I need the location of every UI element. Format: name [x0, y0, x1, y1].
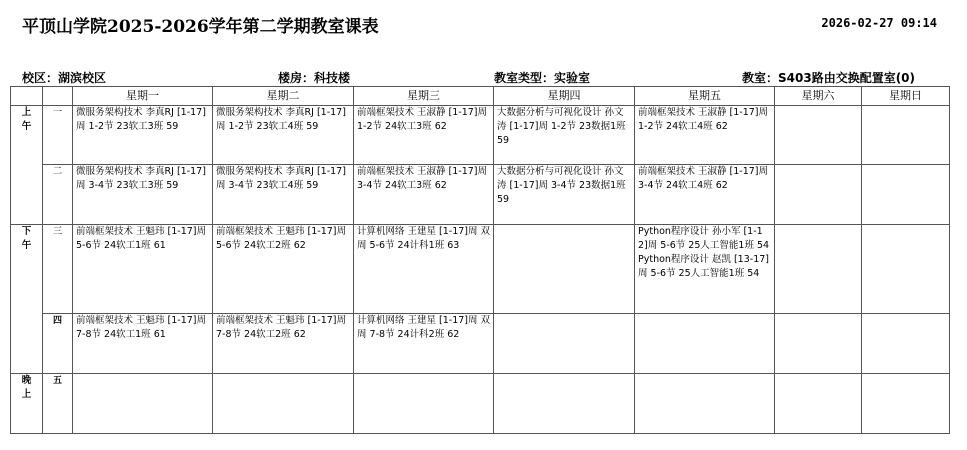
course-cell — [213, 374, 354, 434]
day-header: 星期一 — [73, 87, 213, 106]
day-header: 星期日 — [862, 87, 950, 106]
course-cell — [635, 314, 775, 374]
slot-index: 三 — [43, 225, 73, 314]
course-cell: 前端框架技术 王魁玮 [1-17]周 7-8节 24软工2班 62 — [213, 314, 354, 374]
table-row — [11, 106, 950, 165]
course-cell — [775, 106, 862, 165]
slot-index: 五 — [43, 374, 73, 434]
corner-cell — [11, 87, 43, 106]
campus-label: 校区：湖滨校区 — [22, 71, 107, 85]
day-header: 星期三 — [354, 87, 494, 106]
course-cell — [73, 374, 213, 434]
day-header: 星期五 — [635, 87, 775, 106]
course-cell — [494, 314, 635, 374]
print-timestamp: 2026-02-27 09:14 — [821, 16, 937, 30]
course-cell — [862, 225, 950, 314]
course-cell — [775, 165, 862, 225]
course-cell: 大数据分析与可视化设计 孙文涛 [1-17]周 1-2节 23数据1班 59 — [494, 106, 635, 165]
period-evening-label: 晚 上 — [21, 375, 32, 400]
slot-index: 二 — [43, 165, 73, 225]
course-cell — [862, 374, 950, 434]
course-cell: 计算机网络 王建星 [1-17]周 双周 7-8节 24计科2班 62 — [354, 314, 494, 374]
course-cell — [775, 374, 862, 434]
day-header: 星期二 — [213, 87, 354, 106]
page-title: 平顶山学院2025-2026学年第二学期教室课表 — [22, 17, 379, 37]
building-label: 楼房：科技楼 — [278, 71, 351, 85]
table-row — [11, 314, 950, 374]
course-cell — [494, 374, 635, 434]
course-cell — [635, 374, 775, 434]
course-cell: 前端框架技术 王淑静 [1-17]周 3-4节 24软工3班 62 — [354, 165, 494, 225]
course-cell — [862, 106, 950, 165]
course-cell: 前端框架技术 王淑静 [1-17]周 1-2节 24软工3班 62 — [354, 106, 494, 165]
course-cell: 微服务架构技术 李真RJ [1-17]周 3-4节 23软工3班 59 — [73, 165, 213, 225]
day-header: 星期六 — [775, 87, 862, 106]
table-row — [11, 225, 950, 314]
course-cell: 计算机网络 王建星 [1-17]周 双周 5-6节 24计科1班 63 — [354, 225, 494, 314]
course-cell: 前端框架技术 王淑静 [1-17]周 3-4节 24软工4班 62 — [635, 165, 775, 225]
header-row — [11, 87, 950, 106]
period-evening — [11, 374, 43, 434]
course-cell: 前端框架技术 王魁玮 [1-17]周 7-8节 24软工1班 61 — [73, 314, 213, 374]
course-cell: 前端框架技术 王魁玮 [1-17]周 5-6节 24软工2班 62 — [213, 225, 354, 314]
room-type-label: 教室类型：实验室 — [494, 71, 591, 85]
course-cell — [354, 374, 494, 434]
slot-index: 一 — [43, 106, 73, 165]
course-cell: 微服务架构技术 李真RJ [1-17]周 1-2节 23软工3班 59 — [73, 106, 213, 165]
course-cell: Python程序设计 孙小军 [1-12]周 5-6节 25人工智能1班 54 Python程序设计 赵凯 [13-17]周 5-6节 25人工智能1班 54 — [635, 225, 775, 314]
course-cell: 大数据分析与可视化设计 孙文涛 [1-17]周 3-4节 23数据1班 59 — [494, 165, 635, 225]
course-cell: 微服务架构技术 李真RJ [1-17]周 1-2节 23软工4班 59 — [213, 106, 354, 165]
room-label: 教室：S403路由交换配置室(0) — [742, 71, 916, 85]
course-cell — [862, 165, 950, 225]
course-cell: 前端框架技术 王魁玮 [1-17]周 5-6节 24软工1班 61 — [73, 225, 213, 314]
table-row — [11, 374, 950, 434]
slot-index: 四 — [43, 314, 73, 374]
course-cell — [775, 225, 862, 314]
table-row — [11, 165, 950, 225]
period-morning: 上 午 — [11, 106, 43, 225]
corner-cell — [43, 87, 73, 106]
period-afternoon: 下 午 — [11, 225, 43, 374]
course-cell — [862, 314, 950, 374]
course-cell: 微服务架构技术 李真RJ [1-17]周 3-4节 23软工4班 59 — [213, 165, 354, 225]
timetable — [10, 86, 950, 434]
course-cell: 前端框架技术 王淑静 [1-17]周 1-2节 24软工4班 62 — [635, 106, 775, 165]
course-cell — [494, 225, 635, 314]
course-cell — [775, 314, 862, 374]
day-header: 星期四 — [494, 87, 635, 106]
